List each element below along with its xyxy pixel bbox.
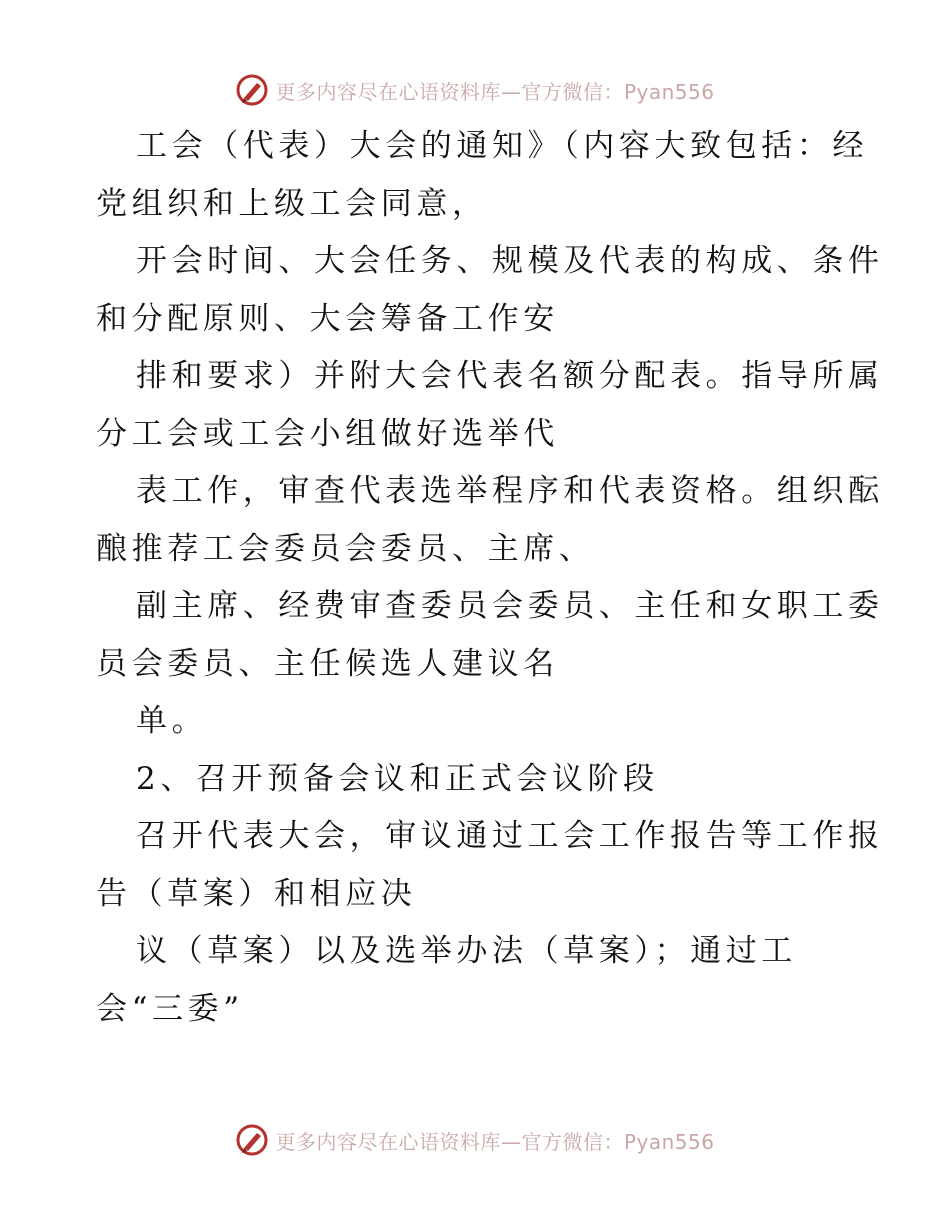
text-line: 召开代表大会，审议通过工会工作报告等工作报: [136, 818, 884, 854]
text-line: 和分配原则、大会筹备工作安: [96, 300, 559, 337]
pen-logo-icon: [235, 73, 269, 107]
text-line: 开会时间、大会任务、规模及代表的构成、条件: [136, 243, 884, 279]
footer-watermark-banner: [0, 1120, 950, 1160]
section-heading: 2、召开预备会议和正式会议阶段: [136, 760, 659, 797]
text-line: 员会委员、主任候选人建议名: [96, 645, 559, 682]
text-line: 表工作，审查代表选举程序和代表资格。组织酝: [136, 473, 884, 509]
text-line: 副主席、经费审查委员会委员、主任和女职工委: [136, 588, 884, 624]
text-line: 告（草案）和相应决: [96, 875, 417, 912]
text-line: 议（草案）以及选举办法（草案）；通过工: [136, 933, 797, 969]
watermark-text: 更多内容尽在心语资料库—官方微信：Pyan556: [275, 79, 715, 104]
header-watermark-banner: [0, 70, 950, 110]
pen-logo-icon: [235, 1123, 269, 1157]
text-line: 酿推荐工会委员会委员、主席、: [96, 530, 595, 567]
text-line: 工会（代表）大会的通知》（内容大致包括：经: [136, 128, 869, 164]
text-line: 党组织和上级工会同意，: [96, 185, 488, 222]
document-body: [96, 118, 884, 1038]
text-line: 会“三委”: [96, 990, 244, 1027]
text-line: 排和要求）并附大会代表名额分配表。指导所属: [136, 358, 884, 394]
text-line: 分工会或工会小组做好选举代: [96, 415, 559, 452]
text-line: 单。: [136, 703, 208, 739]
watermark-text: 更多内容尽在心语资料库—官方微信：Pyan556: [275, 1129, 715, 1154]
